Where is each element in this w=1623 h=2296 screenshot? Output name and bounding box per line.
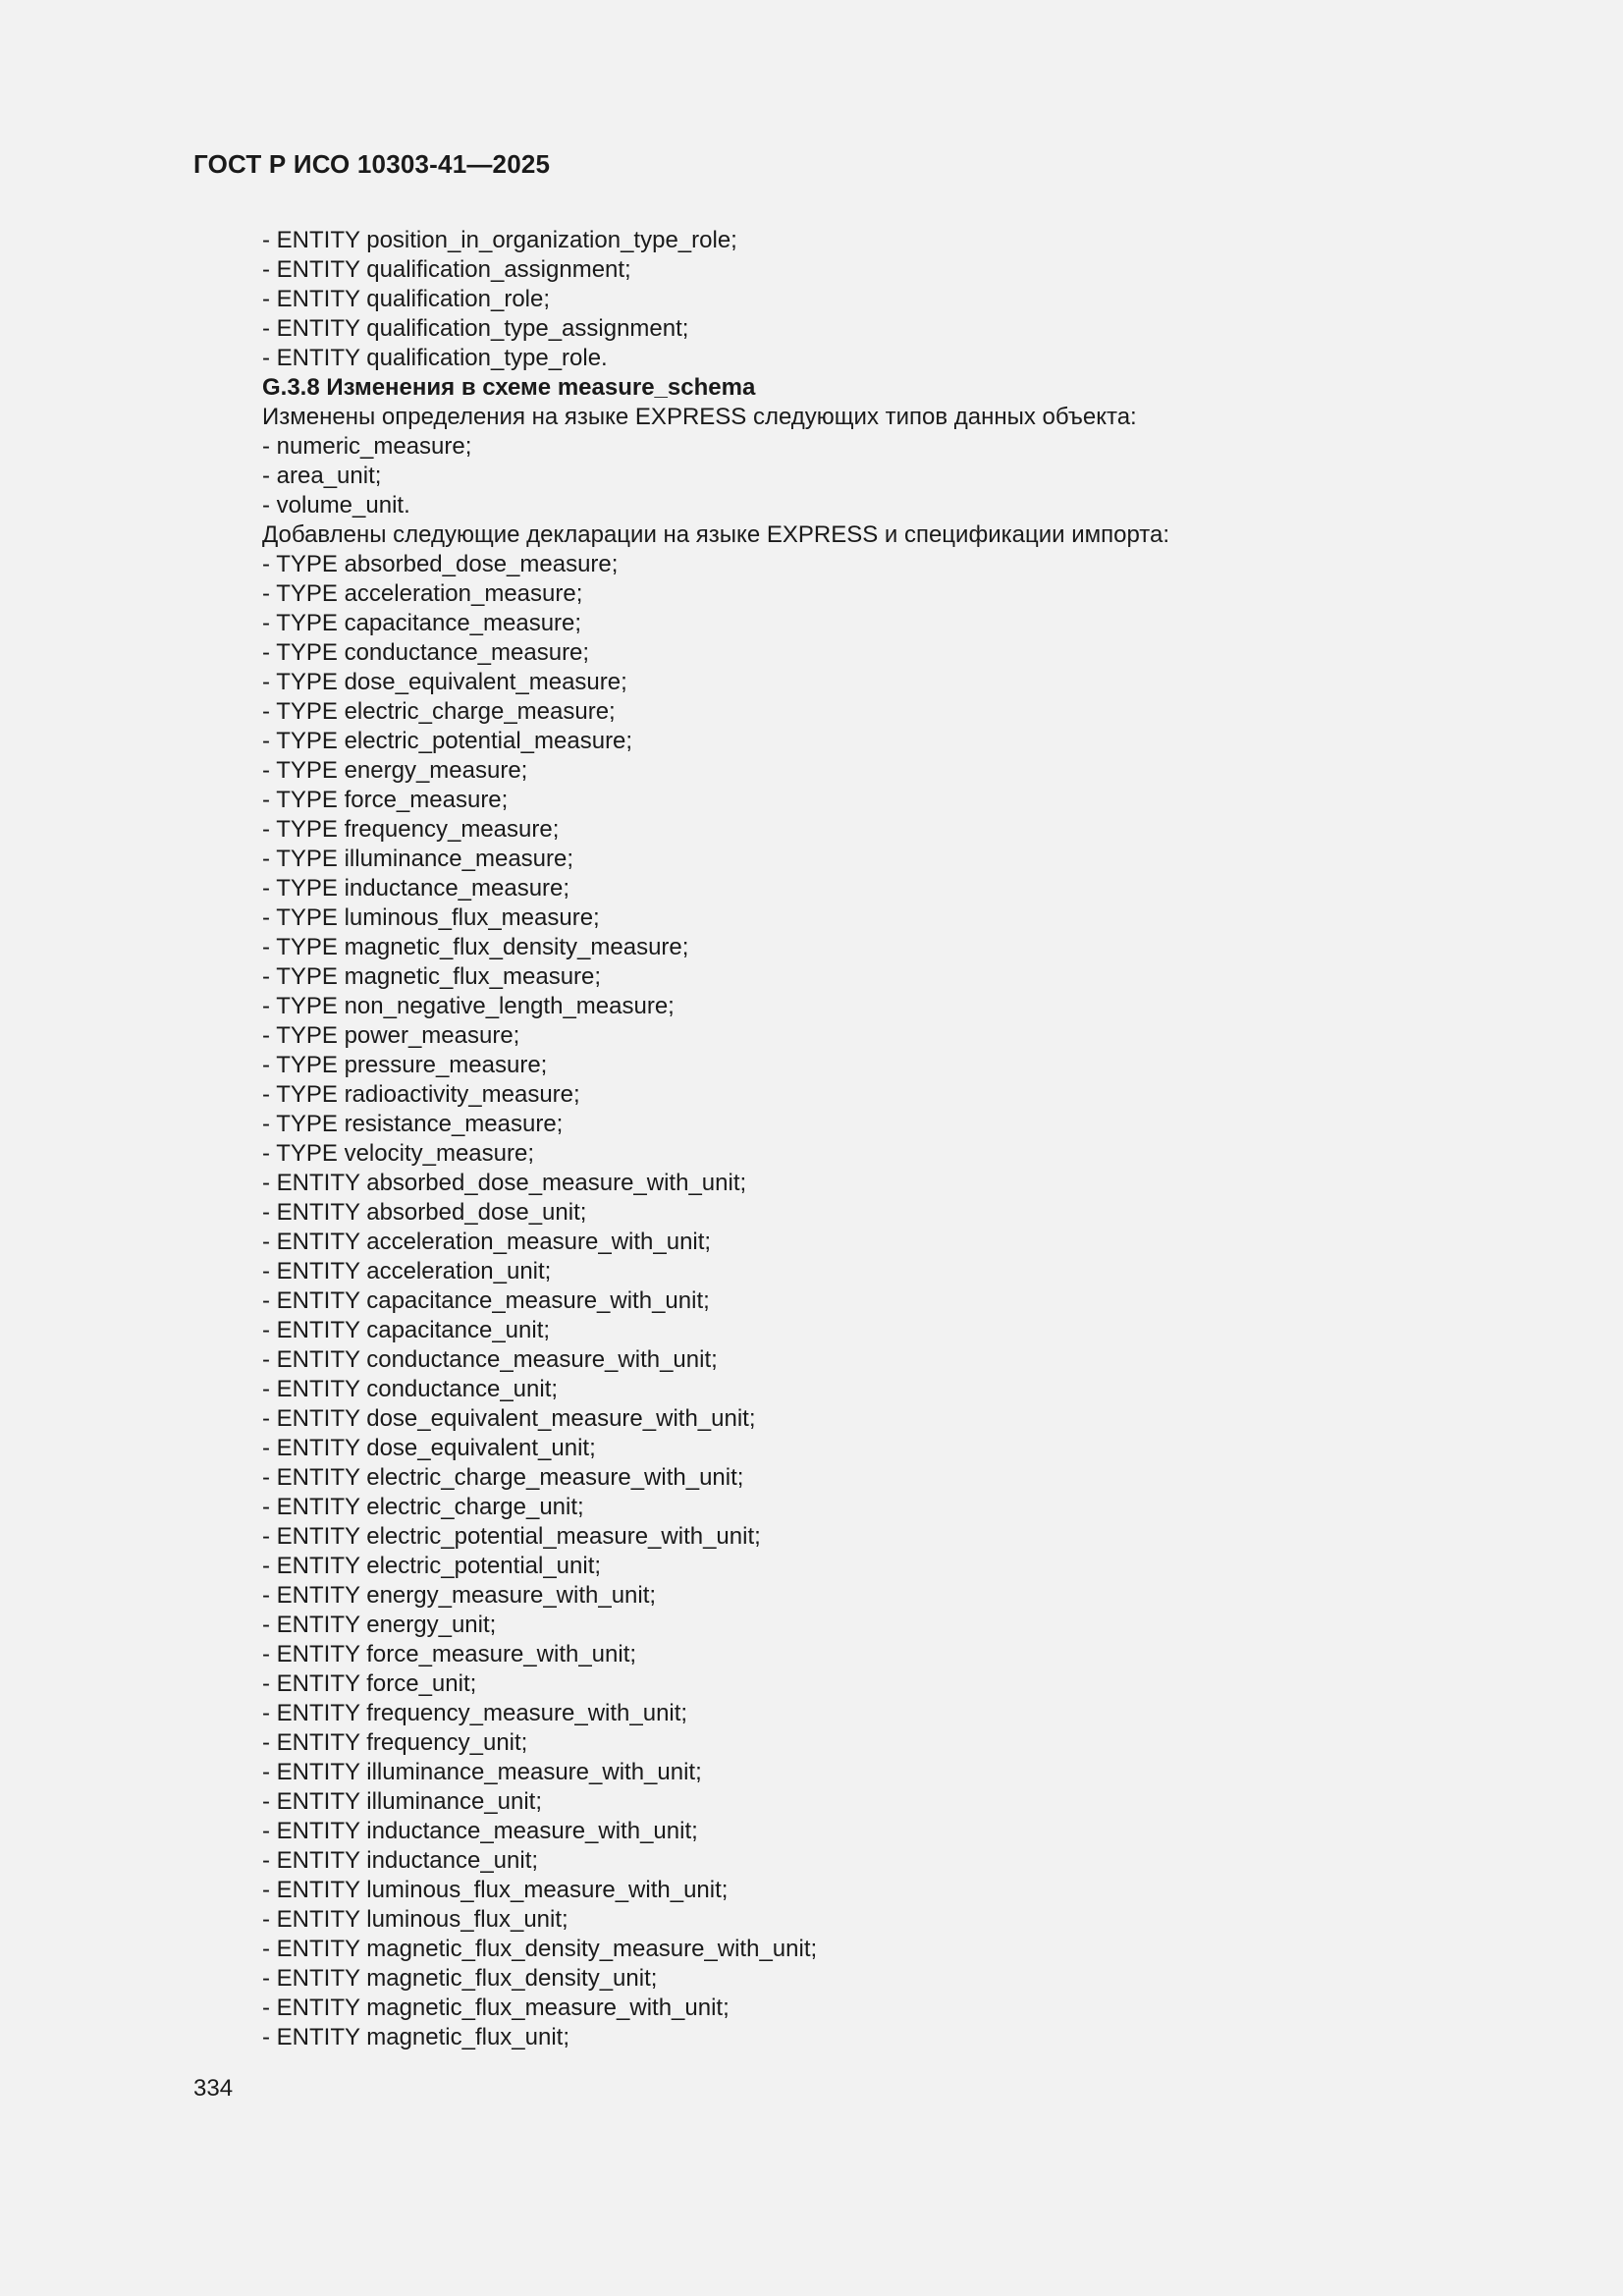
list-item: - TYPE conductance_measure; [262, 639, 590, 666]
list-item: - ENTITY capacitance_unit; [262, 1317, 551, 1343]
list-item: - ENTITY frequency_unit; [262, 1729, 528, 1756]
list-item: - ENTITY inductance_unit; [262, 1847, 539, 1874]
list-item: - TYPE dose_equivalent_measure; [262, 669, 627, 695]
page-number: 334 [193, 2075, 234, 2102]
list-item: - TYPE acceleration_measure; [262, 580, 583, 607]
list-item: - ENTITY luminous_flux_unit; [262, 1906, 568, 1933]
list-item: - ENTITY absorbed_dose_unit; [262, 1199, 587, 1226]
list-item: - ENTITY capacitance_measure_with_unit; [262, 1287, 710, 1314]
list-item: - ENTITY magnetic_flux_measure_with_unit; [262, 1995, 730, 2021]
list-item: - ENTITY illuminance_unit; [262, 1788, 542, 1815]
list-item: - ENTITY luminous_flux_measure_with_unit; [262, 1877, 729, 1903]
list-item: - ENTITY qualification_role; [262, 286, 551, 312]
list-item: - ENTITY inductance_measure_with_unit; [262, 1818, 698, 1844]
list-item: - TYPE velocity_measure; [262, 1140, 534, 1167]
list-item: - ENTITY energy_unit; [262, 1612, 497, 1638]
list-item: - ENTITY illuminance_measure_with_unit; [262, 1759, 702, 1785]
list-item: - TYPE capacitance_measure; [262, 610, 582, 636]
list-item: - ENTITY electric_potential_measure_with_unit; [262, 1523, 761, 1550]
list-item: - volume_unit. [262, 492, 410, 519]
list-item: - ENTITY force_unit; [262, 1670, 477, 1697]
list-item: - TYPE power_measure; [262, 1022, 520, 1049]
list-item: - ENTITY conductance_unit; [262, 1376, 559, 1402]
list-item: - TYPE magnetic_flux_measure; [262, 963, 602, 990]
list-item: - ENTITY acceleration_measure_with_unit; [262, 1229, 712, 1255]
list-item: - TYPE radioactivity_measure; [262, 1081, 580, 1108]
list-item: - ENTITY electric_charge_unit; [262, 1494, 584, 1520]
list-item: - ENTITY qualification_type_assignment; [262, 315, 689, 342]
list-item: - ENTITY energy_measure_with_unit; [262, 1582, 657, 1609]
list-item: - ENTITY electric_potential_unit; [262, 1553, 602, 1579]
list-item: - ENTITY absorbed_dose_measure_with_unit; [262, 1170, 747, 1196]
list-item: - TYPE electric_charge_measure; [262, 698, 616, 725]
list-item: - area_unit; [262, 463, 382, 489]
section-heading: G.3.8 Изменения в схеме measure_schema [262, 374, 756, 401]
list-item: - TYPE inductance_measure; [262, 875, 570, 902]
list-item: - ENTITY qualification_assignment; [262, 256, 631, 283]
list-item: - TYPE frequency_measure; [262, 816, 560, 843]
list-item: - TYPE energy_measure; [262, 757, 528, 784]
list-item: - numeric_measure; [262, 433, 472, 460]
list-item: - TYPE force_measure; [262, 787, 509, 813]
list-item: - TYPE absorbed_dose_measure; [262, 551, 619, 577]
list-item: - ENTITY force_measure_with_unit; [262, 1641, 637, 1667]
list-item: - TYPE magnetic_flux_density_measure; [262, 934, 689, 960]
list-item: - ENTITY qualification_type_role. [262, 345, 608, 371]
list-item: - TYPE resistance_measure; [262, 1111, 564, 1137]
list-item: - TYPE luminous_flux_measure; [262, 904, 600, 931]
list-item: - ENTITY dose_equivalent_unit; [262, 1435, 596, 1461]
list-item: - ENTITY conductance_measure_with_unit; [262, 1346, 718, 1373]
document-body [262, 226, 1489, 2052]
list-item: - ENTITY frequency_measure_with_unit; [262, 1700, 688, 1726]
document-header-title: ГОСТ Р ИСО 10303-41—2025 [193, 149, 551, 179]
list-item: Добавлены следующие декларации на языке EXPRESS и спецификации импорта: [262, 521, 1170, 548]
list-item: - ENTITY magnetic_flux_unit; [262, 2024, 570, 2050]
list-item: - TYPE non_negative_length_measure; [262, 993, 675, 1019]
list-item: - ENTITY magnetic_flux_density_measure_with_unit; [262, 1936, 818, 1962]
list-item: Изменены определения на языке EXPRESS следующих типов данных объекта: [262, 404, 1137, 430]
list-item: - TYPE electric_potential_measure; [262, 728, 633, 754]
list-item: - TYPE pressure_measure; [262, 1052, 548, 1078]
list-item: - ENTITY magnetic_flux_density_unit; [262, 1965, 658, 1992]
list-item: - ENTITY position_in_organization_type_role; [262, 227, 737, 253]
list-item: - TYPE illuminance_measure; [262, 846, 574, 872]
list-item: - ENTITY electric_charge_measure_with_unit; [262, 1464, 744, 1491]
list-item: - ENTITY dose_equivalent_measure_with_unit; [262, 1405, 756, 1432]
list-item: - ENTITY acceleration_unit; [262, 1258, 552, 1285]
